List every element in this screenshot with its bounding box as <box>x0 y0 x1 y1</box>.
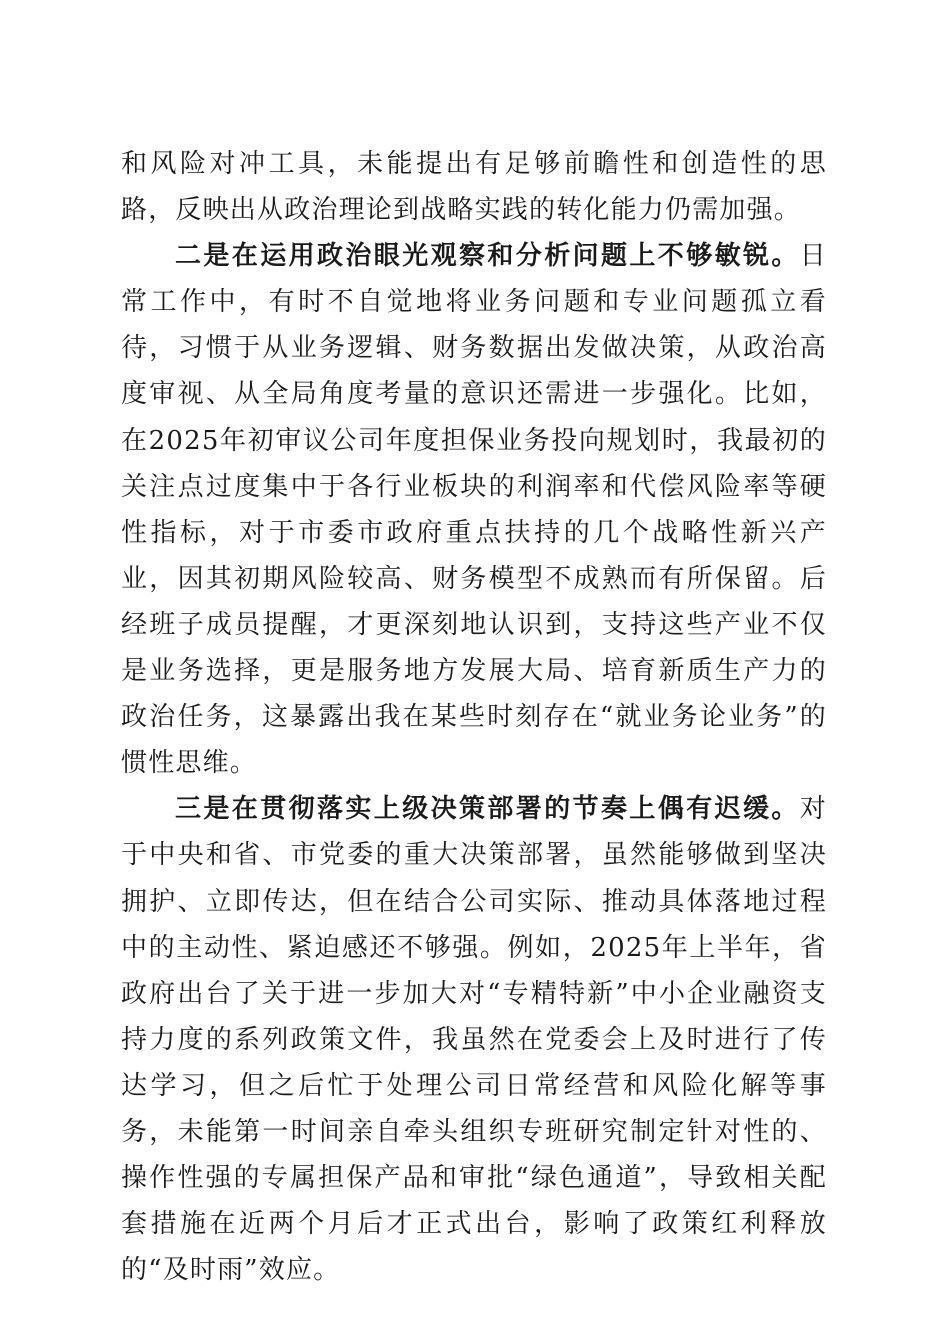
paragraph-2-heading: 二是在运用政治眼光观察和分析问题上不够敏锐。 <box>175 241 800 272</box>
paragraph-2-text: 日常工作中，有时不自觉地将业务问题和专业问题孤立看待，习惯于从业务逻辑、财务数据出发做决策，从政治高度审视、从全局角度考量的意识还需进一步强化。比如，在2025年初审议公司年度担保业务投向规划时，我最初的关注点过度集中于各行业板块的利润率和代偿风险率等硬性指标，对于市委市政府重点扶持的几个战略性新兴产业，因其初期风险较高、财务模型不成熟而有所保留。后经班子成员提醒，才更深刻地认识到，支持这些产业不仅是业务选择，更是服务地方发展大局、培育新质生产力的政治任务，这暴露出我在某些时刻存在“就业务论业务”的惯性思维。 <box>121 241 827 779</box>
document-body <box>121 141 827 1293</box>
paragraph-point-two <box>121 233 827 786</box>
paragraph-3-heading: 三是在贯彻落实上级决策部署的节奏上偶有迟缓。 <box>175 794 800 825</box>
paragraph-3-text: 对于中央和省、市党委的重大决策部署，虽然能够做到坚决拥护、立即传达，但在结合公司实际、推动具体落地过程中的主动性、紧迫感还不够强。例如，2025年上半年，省政府出台了关于进一步加大对“专精特新”中小企业融资支持力度的系列政策文件，我虽然在党委会上及时进行了传达学习，但之后忙于处理公司日常经营和风险化解等事务，未能第一时间亲自牵头组织专班研究制定针对性的、操作性强的专属担保产品和审批“绿色通道”，导致相关配套措施在近两个月后才正式出台，影响了政策红利释放的“及时雨”效应。 <box>121 794 827 1286</box>
paragraph-continuation <box>121 141 827 233</box>
paragraph-1-text: 和风险对冲工具，未能提出有足够前瞻性和创造性的思路，反映出从政治理论到战略实践的转化能力仍需加强。 <box>121 149 827 226</box>
paragraph-point-three <box>121 786 827 1293</box>
